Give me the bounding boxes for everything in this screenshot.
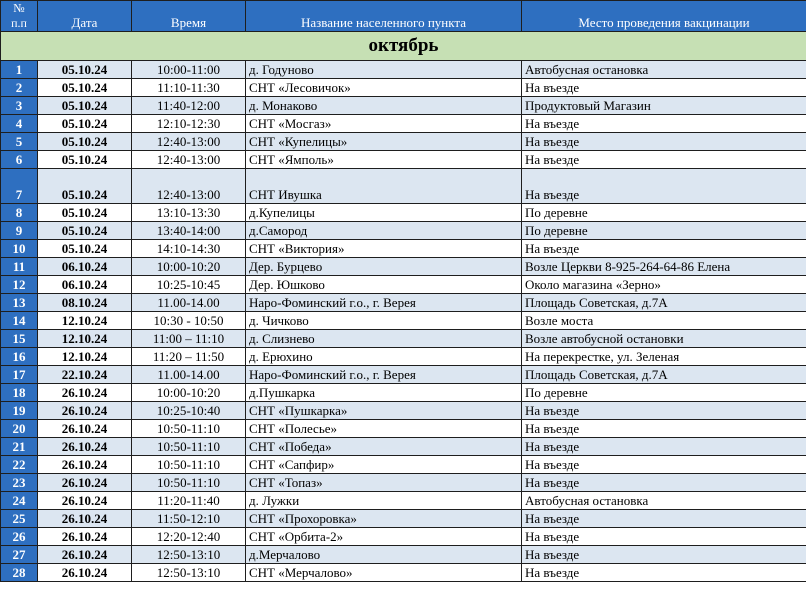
row-number: 17 bbox=[1, 366, 38, 384]
row-venue: На въезде bbox=[522, 169, 806, 204]
row-place: СНТ «Ямполь» bbox=[246, 151, 522, 169]
row-place: д. Чичково bbox=[246, 312, 522, 330]
table-row bbox=[1, 61, 806, 79]
row-number: 15 bbox=[1, 330, 38, 348]
row-date: 05.10.24 bbox=[38, 240, 132, 258]
row-place: СНТ «Сапфир» bbox=[246, 456, 522, 474]
row-venue: Возле Церкви 8-925-264-64-86 Елена bbox=[522, 258, 806, 276]
row-place: СНТ «Мосгаз» bbox=[246, 115, 522, 133]
row-number: 5 bbox=[1, 133, 38, 151]
row-time: 10:00-10:20 bbox=[132, 258, 246, 276]
row-venue: На въезде bbox=[522, 564, 806, 582]
row-place: СНТ «Лесовичок» bbox=[246, 79, 522, 97]
header-number-line2: п.п bbox=[11, 16, 27, 30]
row-place: СНТ Ивушка bbox=[246, 169, 522, 204]
row-venue: По деревне bbox=[522, 204, 806, 222]
row-place: СНТ «Орбита-2» bbox=[246, 528, 522, 546]
row-venue: Автобусная остановка bbox=[522, 492, 806, 510]
row-venue: На перекрестке, ул. Зеленая bbox=[522, 348, 806, 366]
table-row bbox=[1, 420, 806, 438]
table-row bbox=[1, 294, 806, 312]
row-place: СНТ «Мерчалово» bbox=[246, 564, 522, 582]
row-time: 10:00-11:00 bbox=[132, 61, 246, 79]
row-time: 11:00 – 11:10 bbox=[132, 330, 246, 348]
row-date: 12.10.24 bbox=[38, 348, 132, 366]
table-row bbox=[1, 456, 806, 474]
header-number bbox=[1, 1, 38, 32]
table-row bbox=[1, 151, 806, 169]
row-place: СНТ «Купелицы» bbox=[246, 133, 522, 151]
row-place: д. Годуново bbox=[246, 61, 522, 79]
row-time: 10:50-11:10 bbox=[132, 438, 246, 456]
row-date: 26.10.24 bbox=[38, 564, 132, 582]
row-time: 11.00-14.00 bbox=[132, 294, 246, 312]
table-row bbox=[1, 169, 806, 204]
row-time: 13:10-13:30 bbox=[132, 204, 246, 222]
table-row bbox=[1, 366, 806, 384]
row-venue: На въезде bbox=[522, 133, 806, 151]
row-number: 23 bbox=[1, 474, 38, 492]
row-time: 12:20-12:40 bbox=[132, 528, 246, 546]
row-place: СНТ «Виктория» bbox=[246, 240, 522, 258]
row-number: 8 bbox=[1, 204, 38, 222]
row-place: СНТ «Полесье» bbox=[246, 420, 522, 438]
table-row bbox=[1, 492, 806, 510]
row-number: 1 bbox=[1, 61, 38, 79]
row-time: 11:20 – 11:50 bbox=[132, 348, 246, 366]
row-time: 12:10-12:30 bbox=[132, 115, 246, 133]
row-place: Наро-Фоминский г.о., г. Верея bbox=[246, 294, 522, 312]
table-row bbox=[1, 276, 806, 294]
table-row bbox=[1, 240, 806, 258]
row-time: 13:40-14:00 bbox=[132, 222, 246, 240]
row-time: 10:25-10:45 bbox=[132, 276, 246, 294]
row-venue: На въезде bbox=[522, 546, 806, 564]
row-date: 05.10.24 bbox=[38, 79, 132, 97]
row-place: д. Ерюхино bbox=[246, 348, 522, 366]
row-venue: Площадь Советская, д.7А bbox=[522, 294, 806, 312]
row-place: д. Слизнево bbox=[246, 330, 522, 348]
header-number-line1: № bbox=[13, 1, 25, 15]
row-date: 26.10.24 bbox=[38, 546, 132, 564]
row-venue: На въезде bbox=[522, 79, 806, 97]
row-time: 12:40-13:00 bbox=[132, 133, 246, 151]
header-time: Время bbox=[132, 1, 246, 32]
row-venue: На въезде bbox=[522, 115, 806, 133]
row-number: 18 bbox=[1, 384, 38, 402]
row-time: 10:50-11:10 bbox=[132, 474, 246, 492]
row-venue: Автобусная остановка bbox=[522, 61, 806, 79]
row-number: 27 bbox=[1, 546, 38, 564]
row-number: 16 bbox=[1, 348, 38, 366]
row-venue: По деревне bbox=[522, 222, 806, 240]
row-time: 10:00-10:20 bbox=[132, 384, 246, 402]
row-date: 05.10.24 bbox=[38, 169, 132, 204]
row-place: СНТ «Топаз» bbox=[246, 474, 522, 492]
row-place: Наро-Фоминский г.о., г. Верея bbox=[246, 366, 522, 384]
table-row bbox=[1, 402, 806, 420]
row-venue: На въезде bbox=[522, 420, 806, 438]
header-venue: Место проведения вакцинации bbox=[522, 1, 806, 32]
row-place: д. Монаково bbox=[246, 97, 522, 115]
row-time: 11:50-12:10 bbox=[132, 510, 246, 528]
row-venue: Около магазина «Зерно» bbox=[522, 276, 806, 294]
row-date: 06.10.24 bbox=[38, 276, 132, 294]
row-place: СНТ «Прохоровка» bbox=[246, 510, 522, 528]
table-row bbox=[1, 79, 806, 97]
row-time: 10:50-11:10 bbox=[132, 456, 246, 474]
row-date: 26.10.24 bbox=[38, 402, 132, 420]
row-time: 12:40-13:00 bbox=[132, 151, 246, 169]
row-date: 05.10.24 bbox=[38, 204, 132, 222]
row-date: 08.10.24 bbox=[38, 294, 132, 312]
row-venue: Продуктовый Магазин bbox=[522, 97, 806, 115]
row-place: Дер. Юшково bbox=[246, 276, 522, 294]
row-number: 4 bbox=[1, 115, 38, 133]
table-row bbox=[1, 133, 806, 151]
row-time: 11:40-12:00 bbox=[132, 97, 246, 115]
row-place: д.Купелицы bbox=[246, 204, 522, 222]
row-date: 26.10.24 bbox=[38, 456, 132, 474]
table-row bbox=[1, 330, 806, 348]
row-number: 25 bbox=[1, 510, 38, 528]
row-venue: На въезде bbox=[522, 456, 806, 474]
row-place: д.Мерчалово bbox=[246, 546, 522, 564]
row-date: 05.10.24 bbox=[38, 97, 132, 115]
row-date: 05.10.24 bbox=[38, 222, 132, 240]
table-row bbox=[1, 204, 806, 222]
table-row bbox=[1, 258, 806, 276]
row-date: 12.10.24 bbox=[38, 330, 132, 348]
header-date: Дата bbox=[38, 1, 132, 32]
row-number: 11 bbox=[1, 258, 38, 276]
row-number: 2 bbox=[1, 79, 38, 97]
row-time: 10:50-11:10 bbox=[132, 420, 246, 438]
row-number: 3 bbox=[1, 97, 38, 115]
row-time: 12:50-13:10 bbox=[132, 564, 246, 582]
row-number: 6 bbox=[1, 151, 38, 169]
table-row bbox=[1, 510, 806, 528]
table-row bbox=[1, 348, 806, 366]
table-row bbox=[1, 97, 806, 115]
row-time: 12:40-13:00 bbox=[132, 169, 246, 204]
row-venue: На въезде bbox=[522, 240, 806, 258]
row-time: 12:50-13:10 bbox=[132, 546, 246, 564]
row-number: 10 bbox=[1, 240, 38, 258]
row-time: 10:30 - 10:50 bbox=[132, 312, 246, 330]
row-date: 22.10.24 bbox=[38, 366, 132, 384]
row-venue: На въезде bbox=[522, 528, 806, 546]
row-venue: На въезде bbox=[522, 510, 806, 528]
row-time: 11.00-14.00 bbox=[132, 366, 246, 384]
month-row bbox=[1, 32, 806, 61]
row-date: 26.10.24 bbox=[38, 474, 132, 492]
row-time: 10:25-10:40 bbox=[132, 402, 246, 420]
table-row bbox=[1, 115, 806, 133]
row-time: 11:10-11:30 bbox=[132, 79, 246, 97]
row-date: 26.10.24 bbox=[38, 420, 132, 438]
row-number: 7 bbox=[1, 169, 38, 204]
table-row bbox=[1, 528, 806, 546]
row-number: 26 bbox=[1, 528, 38, 546]
table-row bbox=[1, 474, 806, 492]
row-date: 05.10.24 bbox=[38, 133, 132, 151]
month-label: октябрь bbox=[1, 32, 806, 61]
row-place: д. Лужки bbox=[246, 492, 522, 510]
row-date: 26.10.24 bbox=[38, 528, 132, 546]
row-date: 26.10.24 bbox=[38, 492, 132, 510]
row-venue: На въезде bbox=[522, 438, 806, 456]
table-row bbox=[1, 384, 806, 402]
row-date: 06.10.24 bbox=[38, 258, 132, 276]
row-venue: Возле моста bbox=[522, 312, 806, 330]
row-number: 22 bbox=[1, 456, 38, 474]
header-place: Название населенного пункта bbox=[246, 1, 522, 32]
row-number: 24 bbox=[1, 492, 38, 510]
row-venue: Возле автобусной остановки bbox=[522, 330, 806, 348]
row-number: 28 bbox=[1, 564, 38, 582]
row-date: 26.10.24 bbox=[38, 438, 132, 456]
row-number: 12 bbox=[1, 276, 38, 294]
table-row bbox=[1, 222, 806, 240]
row-venue: На въезде bbox=[522, 402, 806, 420]
row-number: 14 bbox=[1, 312, 38, 330]
row-place: СНТ «Пушкарка» bbox=[246, 402, 522, 420]
row-date: 05.10.24 bbox=[38, 115, 132, 133]
row-venue: На въезде bbox=[522, 151, 806, 169]
row-place: д.Самород bbox=[246, 222, 522, 240]
row-venue: На въезде bbox=[522, 474, 806, 492]
table-row bbox=[1, 546, 806, 564]
row-date: 26.10.24 bbox=[38, 384, 132, 402]
row-time: 11:20-11:40 bbox=[132, 492, 246, 510]
row-time: 14:10-14:30 bbox=[132, 240, 246, 258]
row-date: 12.10.24 bbox=[38, 312, 132, 330]
row-venue: По деревне bbox=[522, 384, 806, 402]
header-row bbox=[1, 1, 806, 32]
row-place: д.Пушкарка bbox=[246, 384, 522, 402]
table-row bbox=[1, 564, 806, 582]
row-number: 20 bbox=[1, 420, 38, 438]
row-place: Дер. Бурцево bbox=[246, 258, 522, 276]
row-venue: Площадь Советская, д.7А bbox=[522, 366, 806, 384]
row-date: 05.10.24 bbox=[38, 151, 132, 169]
row-number: 9 bbox=[1, 222, 38, 240]
row-date: 05.10.24 bbox=[38, 61, 132, 79]
row-date: 26.10.24 bbox=[38, 510, 132, 528]
row-number: 13 bbox=[1, 294, 38, 312]
row-place: СНТ «Победа» bbox=[246, 438, 522, 456]
row-number: 19 bbox=[1, 402, 38, 420]
table-row bbox=[1, 312, 806, 330]
table-row bbox=[1, 438, 806, 456]
row-number: 21 bbox=[1, 438, 38, 456]
